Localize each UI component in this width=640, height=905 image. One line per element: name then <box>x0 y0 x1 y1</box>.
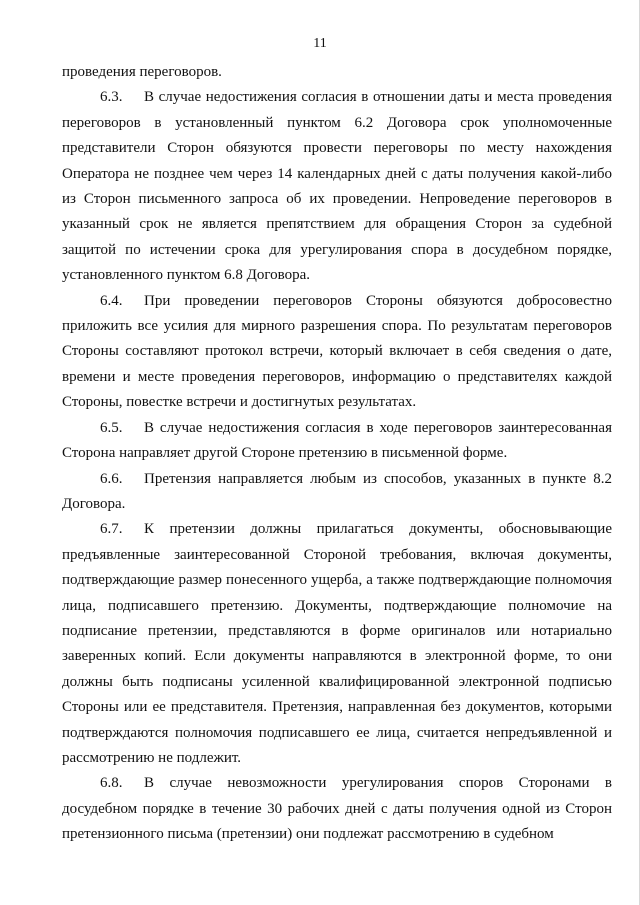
paragraph-6-4 <box>62 289 612 416</box>
paragraph-text: Претензия направляется любым из способов, указанных в пункте 8.2 Договора. <box>62 470 612 512</box>
paragraph-6-6 <box>62 467 612 518</box>
paragraph-number: 6.7. <box>100 521 123 538</box>
document-body <box>62 60 612 848</box>
paragraph-6-7 <box>62 517 612 771</box>
paragraph-text: В случае невозможности урегулирования споров Сторонами в досудебном порядке в течение 30 рабочих дней с даты получения одной из Сторон претензионного письма (претензии) они подлежат рассмотрению в судебном <box>62 775 612 843</box>
paragraph-6-5 <box>62 416 612 467</box>
paragraph-number: 6.8. <box>100 775 123 792</box>
paragraph-text: При проведении переговоров Стороны обязуются добросовестно приложить все усилия для мирного разрешения спора. По результатам переговоров Стороны составляют протокол встречи, который включает в себя сведения о дате, времени и месте проведения переговоров, информацию о представителях каждой Стороны, повестке встречи и достигнутых результатах. <box>62 292 612 411</box>
paragraph-text: В случае недостижения согласия в отношении даты и места проведения переговоров в установленный пунктом 6.2 Договора срок уполномоченные представители Сторон обязуются провести переговоры по месту нахождения Оператора не позднее чем через 14 календарных дней с даты получения какой-либо из Сторон письменного запроса об их проведении. Непроведение переговоров в указанный срок не является препятствием для обращения Сторон за судебной защитой по истечении срока для урегулирования спора в досудебном порядке, установленного пунктом 6.8 Договора. <box>62 89 612 284</box>
paragraph-number: 6.5. <box>100 419 123 436</box>
paragraph-number: 6.3. <box>100 89 123 106</box>
paragraph-6-3 <box>62 85 612 288</box>
paragraph-number: 6.6. <box>100 470 123 487</box>
paragraph-6-8 <box>62 771 612 847</box>
paragraph-text: В случае недостижения согласия в ходе переговоров заинтересованная Сторона направляет другой Стороне претензию в письменной форме. <box>62 419 612 462</box>
paragraph-continuation <box>62 60 612 85</box>
paragraph-text: К претензии должны прилагаться документы, обосновывающие предъявленные заинтересованной Стороной требования, включая документы, подтверждающие размер понесенного ущерба, а также подтверждающие полномочия лица, подписавшего претензию. Документы, подтверждающие полномочие на подписание претензии, представляются в форме оригиналов или нотариально заверенных копий. Если документы направляются в электронной форме, то они должны быть подписаны усиленной квалифицированной электронной подписью Стороны или ее представителя. Претензия, направленная без документов, которыми подтверждаются полномочия подписавшего ее лица, считается непредъявленной и рассмотрению не подлежит. <box>62 521 612 766</box>
paragraph-text: проведения переговоров. <box>62 64 222 80</box>
paragraph-number: 6.4. <box>100 292 123 309</box>
page-number: 11 <box>313 36 327 51</box>
